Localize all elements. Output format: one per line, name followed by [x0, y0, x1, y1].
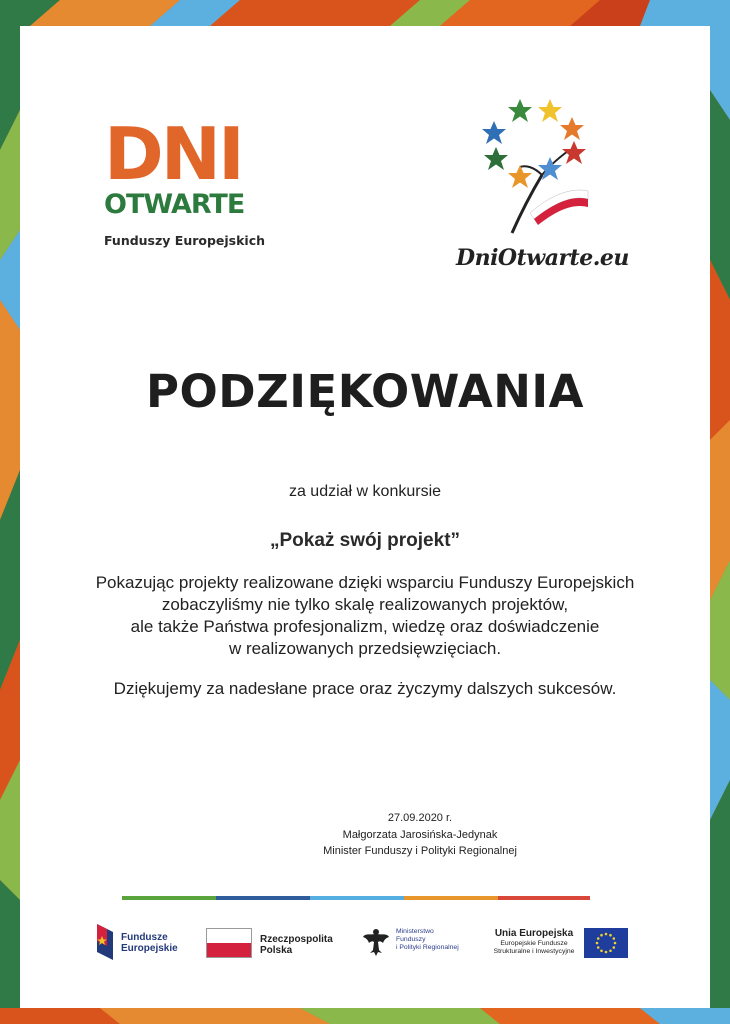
- subtitle: za udział w konkursie: [288, 483, 442, 500]
- body-paragraph: [40, 572, 690, 660]
- fundusze-europejskie-text: [121, 932, 178, 954]
- rzeczpospolita-line2: Polska: [260, 945, 293, 956]
- unia-line2: Europejskie Fundusze: [500, 940, 568, 947]
- logo-dni-word: DNI: [104, 112, 242, 196]
- stripe-segment: [498, 896, 590, 900]
- stripe-segment: [404, 896, 498, 900]
- body-line: ale także Państwa profesjonalizm, wiedzę oraz doświadczenie: [130, 617, 600, 636]
- dniotwarte-eu-caption: DniOtwarte.eu: [456, 245, 629, 271]
- dark-green-star-icon: [484, 147, 508, 170]
- dni-otwarte-logo: [104, 112, 284, 260]
- contest-name: „Pokaż swój projekt”: [269, 530, 461, 551]
- eu-flag-icon: [584, 928, 628, 958]
- ministerstwo-text: [396, 928, 459, 952]
- page-title: PODZIĘKOWANIA: [146, 365, 584, 418]
- orange-small-star-icon: [508, 165, 532, 188]
- unia-line3: Strukturalne i Inwestycyjne: [493, 948, 575, 955]
- blue-star-icon: [482, 121, 506, 144]
- signature-role: Minister Funduszy i Polityki Regionalnej: [323, 845, 517, 857]
- stars-bouquet-icon: [450, 95, 620, 245]
- signature-block: [320, 810, 520, 860]
- dniotwarte-eu-logo: [450, 95, 629, 275]
- thanks-line: Dziękujemy za nadesłane prace oraz życzymy dalszych sukcesów.: [113, 679, 617, 698]
- unia-europejska-logo: [488, 926, 638, 962]
- ministerstwo-line3: i Polityki Regionalnej: [396, 944, 459, 951]
- fundusze-europejskie-logo: [93, 922, 203, 962]
- stripe-segment: [216, 896, 310, 900]
- logo-otwarte-word: OTWARTE: [104, 189, 245, 220]
- unia-line1: Unia Europejska: [494, 928, 574, 939]
- polish-eagle-icon: [362, 926, 390, 958]
- rzeczpospolita-line1: Rzeczpospolita: [260, 934, 333, 945]
- unia-europejska-text: [488, 928, 580, 956]
- yellow-star-icon: [538, 99, 562, 122]
- logo-funduszy-europejskich: Funduszy Europejskich: [104, 233, 266, 248]
- rzeczpospolita-polska-logo: [206, 928, 346, 960]
- body-line: w realizowanych przedsięwzięciach.: [228, 639, 502, 658]
- body-line: zobaczyliśmy nie tylko skalę realizowanych projektów,: [161, 595, 569, 614]
- green-star-icon: [508, 99, 532, 122]
- signature-name: Małgorzata Jarosińska-Jedynak: [342, 828, 498, 841]
- stripe-segment: [310, 896, 404, 900]
- rzeczpospolita-text: [260, 934, 333, 956]
- fundusze-line2: Europejskie: [121, 943, 178, 954]
- ministerstwo-line1: Ministerstwo: [396, 928, 434, 935]
- ministerstwo-logo: [362, 926, 472, 962]
- signature-date: 27.09.2020 r.: [387, 812, 453, 824]
- body-line: Pokazując projekty realizowane dzięki wsparciu Funduszy Europejskich: [95, 573, 635, 592]
- orange-star-icon: [560, 117, 584, 140]
- polish-flag-icon: [206, 928, 252, 958]
- fundusze-line1: Fundusze: [121, 932, 168, 943]
- ministerstwo-line2: Funduszy: [396, 936, 426, 943]
- fundusze-europejskie-icon: [93, 922, 117, 962]
- stripe-segment: [122, 896, 216, 900]
